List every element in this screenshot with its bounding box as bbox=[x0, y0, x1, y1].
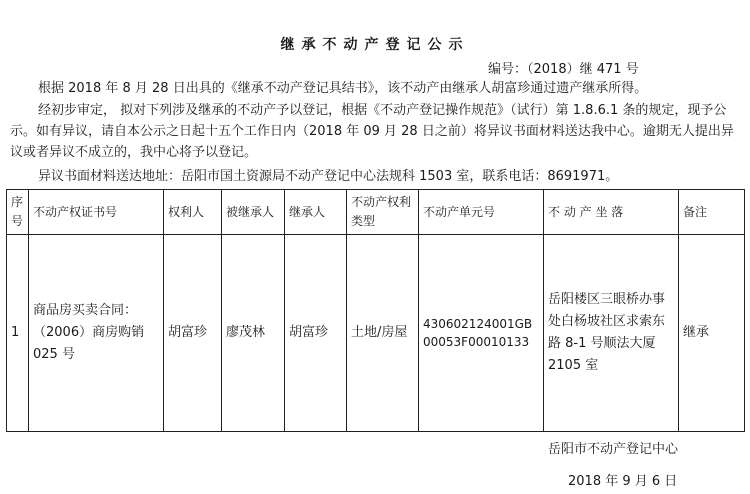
document-title: 继承不动产登记公示 bbox=[280, 37, 470, 53]
paragraph-basis: 根据 2018 年 8 月 28 日出具的《继承不动产登记具结书》，该不动产由继承人胡富珍通过遗产继承所得。 bbox=[38, 81, 648, 96]
registration-table bbox=[6, 189, 745, 432]
cell-serial: 1 bbox=[7, 235, 29, 432]
header-right-holder: 权利人 bbox=[164, 190, 222, 235]
cell-unit-number: 430602124001GB00053F00010133 bbox=[419, 235, 544, 432]
cell-remarks: 继承 bbox=[679, 235, 745, 432]
cell-decedent: 廖茂林 bbox=[222, 235, 285, 432]
cell-location: 岳阳楼区三眼桥办事处白杨坡社区求索东路 8-1 号顺法大厦 2105 室 bbox=[544, 235, 679, 432]
header-right-type: 不动产权利类型 bbox=[347, 190, 419, 235]
document-number: 编号：（2018）继 471 号 bbox=[488, 62, 639, 77]
table-header-row bbox=[7, 190, 745, 235]
header-heir: 继承人 bbox=[285, 190, 347, 235]
header-certificate-number: 不动产权证书号 bbox=[29, 190, 164, 235]
cell-certificate-number: 商品房买卖合同：（2006）商房购销 025 号 bbox=[29, 235, 164, 432]
issue-date: 2018 年 9 月 6 日 bbox=[568, 474, 678, 489]
paragraph-address: 异议书面材料送达地址：岳阳市国土资源局不动产登记中心法规科 1503 室，联系电话：8691971。 bbox=[38, 169, 619, 184]
table-row bbox=[7, 235, 745, 432]
issuing-organization: 岳阳市不动产登记中心 bbox=[548, 442, 679, 457]
header-location: 不 动 产 坐 落 bbox=[544, 190, 679, 235]
cell-heir: 胡富珍 bbox=[285, 235, 347, 432]
cell-right-type: 土地/房屋 bbox=[347, 235, 419, 432]
header-unit-number: 不动产单元号 bbox=[419, 190, 544, 235]
paragraph-notice: 经初步审定， 拟对下列涉及继承的不动产予以登记，根据《不动产登记操作规范》（试行）第 1.8.6.1 条的规定，现予公示。如有异议，请自本公示之日起十五个工作日内（2018 年 09 月 28 日之前）将异议书面材料送达我中心。逾期无人提出异议或者异议不成立的，我中心将予以登记。 bbox=[10, 103, 734, 160]
header-serial: 序号 bbox=[7, 190, 29, 235]
cell-right-holder: 胡富珍 bbox=[164, 235, 222, 432]
header-remarks: 备注 bbox=[679, 190, 745, 235]
header-decedent: 被继承人 bbox=[222, 190, 285, 235]
